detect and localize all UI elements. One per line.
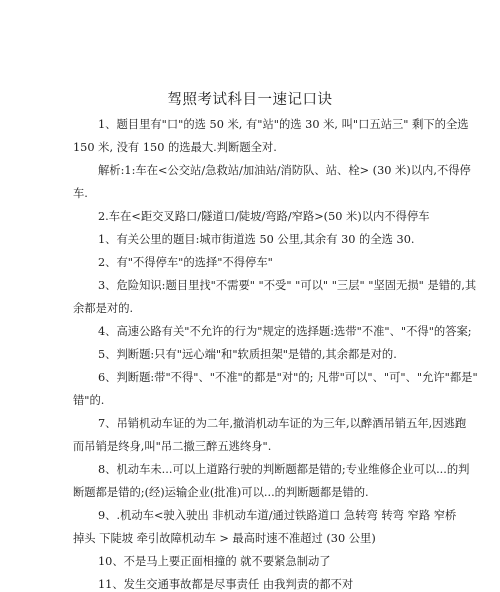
rule-1-line-a: 1、题目里有"口"的选 50 米, 有"站"的选 30 米, 叫"口五站三" 剩下的全选 (98, 118, 469, 131)
kilometer-rule: 1、有关公里的题目:城市街道选 50 公里,其余有 30 的全选 30. (98, 233, 415, 246)
license-revocation-line-b: 而吊销是终身,叫"吊二撤三醉五逃终身". (73, 440, 272, 453)
danger-knowledge-line-b: 余都是对的. (73, 302, 134, 315)
accident-rule: 11、发生交通事故都是尽事责任 由我判责的都不对 (98, 578, 354, 591)
no-parking-rule: 2、有"不得停车"的选择"不得停车" (98, 256, 273, 269)
vehicle-rule-line-a: 8、机动车未...可以上道路行驶的判断题都是错的;专业维修企业可以...的判 (98, 463, 470, 476)
judgment-rule-6-line-b: 错"的. (73, 394, 105, 407)
document-title: 驾照考试科目一速记口诀 (167, 92, 333, 108)
braking-rule: 10、不是马上要正面相撞的 就不要紧急制动了 (98, 555, 331, 568)
speed-limit-line-b: 掉头 下陡坡 牵引故障机动车 > 最高时速不准超过 (30 公里) (73, 532, 376, 545)
vehicle-rule-line-b: 断题都是错的;(经)运输企业(批准)可以...的判断题都是错的. (73, 486, 369, 499)
rule-1-line-b: 150 米, 没有 150 的选最大.判断题全对. (73, 141, 277, 154)
judgment-rule-5: 5、判断题:只有"远心端"和"软质担架"是错的,其余都是对的. (98, 348, 397, 361)
explanation-line-b: 车. (73, 187, 88, 200)
judgment-rule-6-line-a: 6、判断题:带"不得"、"不准"的都是"对"的; 凡带"可以"、"可"、"允许"都是" (98, 371, 478, 384)
highway-rule: 4、高速公路有关"不允许的行为"规定的选择题:选带"不准"、"不得"的答案; (98, 325, 472, 338)
license-revocation-line-a: 7、吊销机动车证的为二年,撤消机动车证的为三年,以醉酒吊销五年,因逃跑 (98, 417, 467, 430)
explanation-line-a: 解析:1:车在<公交站/急救站/加油站/消防队、站、栓> (30 米)以内,不得停 (98, 164, 471, 177)
speed-limit-line-a: 9、.机动车<驶入驶出 非机动车道/通过铁路道口 急转弯 转弯 窄路 窄桥 (98, 509, 457, 522)
explanation-line-c: 2.车在<距交叉路口/隧道口/陡坡/弯路/窄路>(50 米)以内不得停车 (98, 210, 430, 223)
danger-knowledge-line-a: 3、危险知识:题目里找"不需要" "不受" "可以" "三层" "坚固无损" 是错的,其 (98, 279, 477, 292)
